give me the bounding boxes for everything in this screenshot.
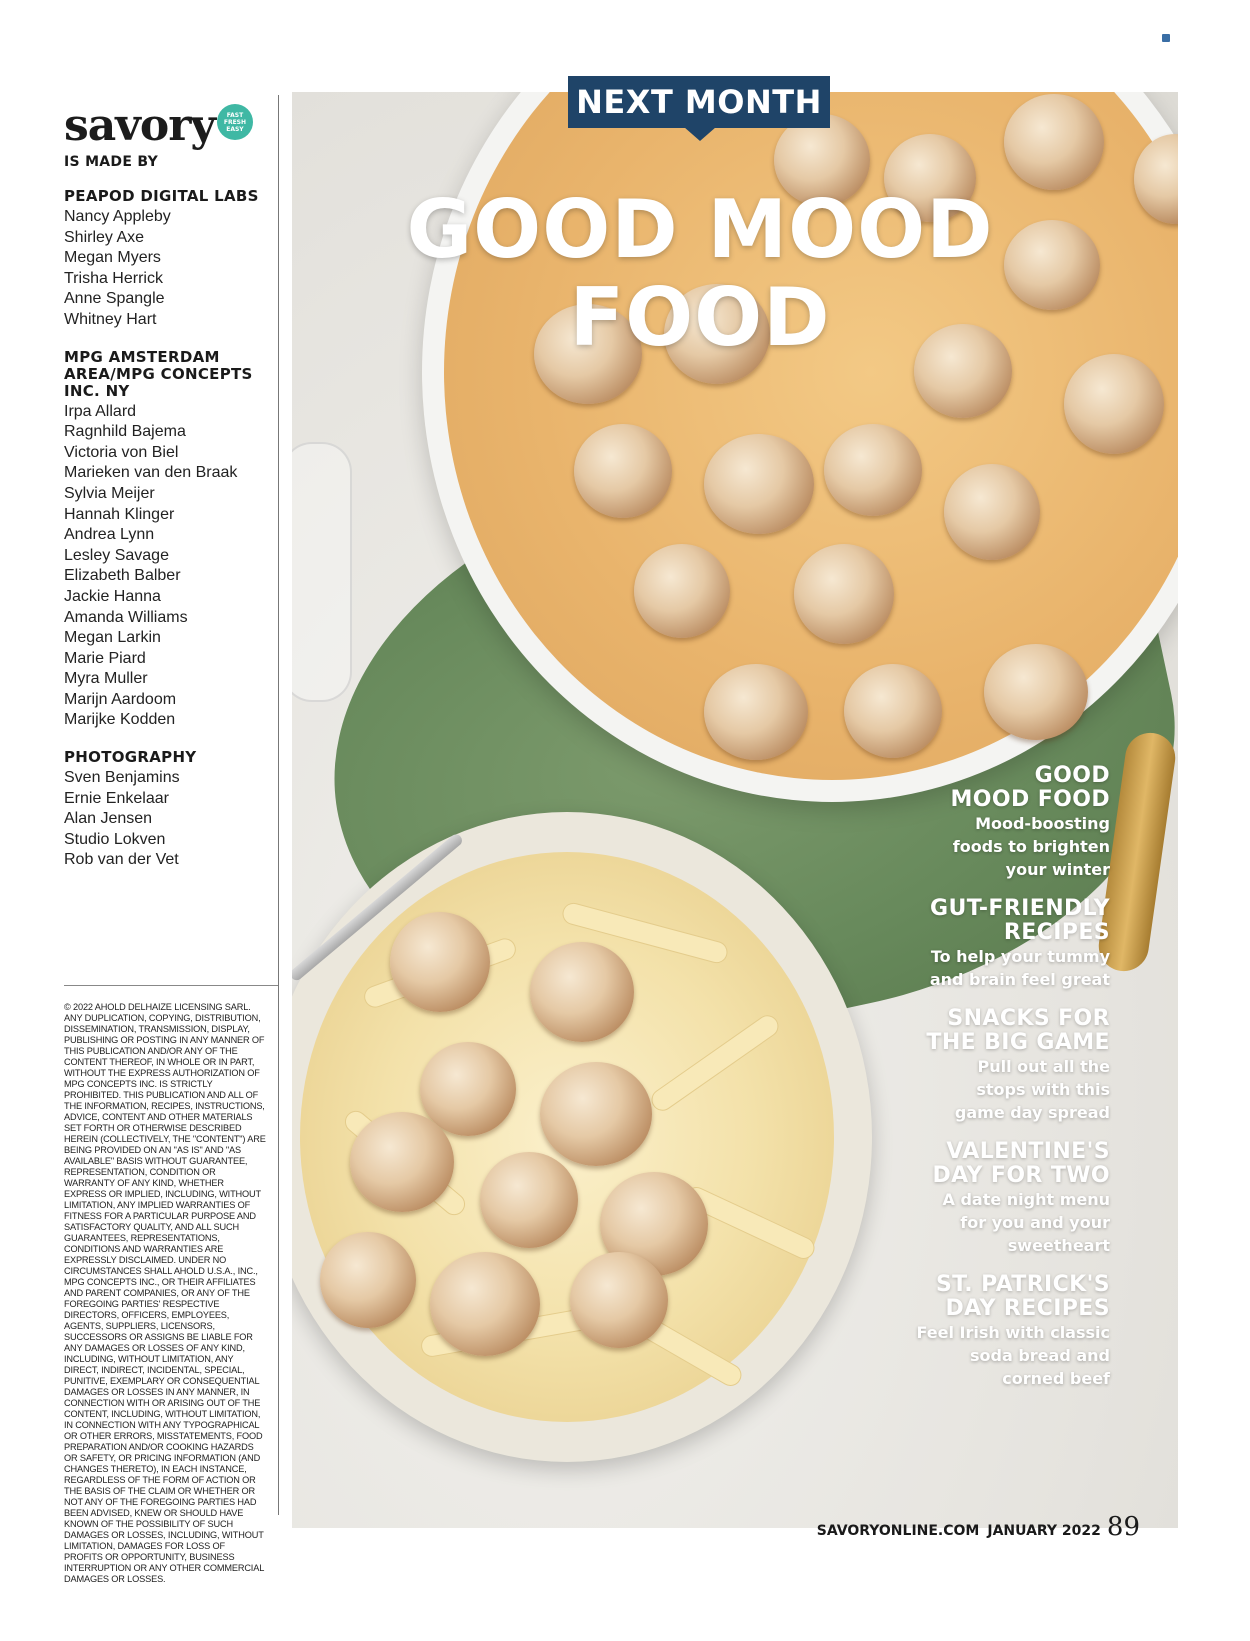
meatball xyxy=(944,464,1040,560)
credit-name: Hannah Klinger xyxy=(64,505,175,523)
footer-issue-date: JANUARY 2022 xyxy=(987,1523,1101,1539)
meatball xyxy=(574,424,672,518)
credit-name: Marie Piard xyxy=(64,649,146,667)
credit-name: Marieken van den Braak xyxy=(64,464,238,482)
meatball xyxy=(1064,354,1164,454)
credit-name: Shirley Axe xyxy=(64,228,145,246)
credit-name: Marijke Kodden xyxy=(64,711,176,729)
badge-line: EASY xyxy=(226,125,244,133)
corner-mark-icon xyxy=(1162,34,1170,42)
feature-title: GUT-FRIENDLY RECIPES xyxy=(929,896,1110,945)
feature-item xyxy=(780,897,1110,991)
page-number: 89 xyxy=(1106,1512,1140,1542)
legal-disclaimer: © 2022 AHOLD DELHAIZE LICENSING SARL. ANY DUPLICATION, COPYING, DISTRIBUTION, DISSEMINATION, TRANSMISSION, DISPLAY, PUBLISHING OR POSTING IN ANY MANNER OF THIS PUBLICATION AND/OR ANY OF THE CONTENT THEREOF, IN WHOLE OR IN PART, WITHOUT THE EXPRESS AUTHORIZATION OF MPG CONCEPTS INC. IS STRICTLY PROHIBITED. THIS PUBLICATION AND ALL OF THE INFORMATION, RECIPES, INSTRUCTIONS, ADVICE, CONTENT AND OTHER MATERIALS SET FORTH OR OTHERWISE DESCRIBED HEREIN (COLLECTIVELY, THE "CONTENT") ARE BEING PROVIDED ON AN "AS IS" AND "AS AVAILABLE" BASIS WITHOUT GUARANTEE, REPRESENTATION, CONDITION OR WARRANTY OF ANY KIND, WHETHER EXPRESS OR IMPLIED, INCLUDING, WITHOUT LIMITATION, ANY IMPLIED WARRANTIES OF FITNESS FOR A PARTICULAR PURPOSE AND SATISFACTORY QUALITY, AND ALL SUCH GUARANTEES, REPRESENTATIONS, CONDITIONS AND WARRANTIES ARE EXPRESSLY DISCLAIMED. UNDER NO CIRCUMSTANCES SHALL AHOLD U.S.A., INC., MPG CONCEPTS INC., OR THEIR AFFILIATES AND PARENT COMPANIES, OR ANY OF THE FOREGOING PARTIES' RESPECTIVE DIRECTORS, OFFICERS, EMPLOYEES, AGENTS, SUPPLIERS, LICENSORS, SUCCESSORS OR ASSIGNS BE LIABLE FOR ANY DAMAGES OR LOSSES OF ANY KIND, INCLUDING, WITHOUT LIMITATION, ANY DIRECT, INDIRECT, INCIDENTAL, SPECIAL, PUNITIVE, EXEMPLARY OR CONSEQUENTIAL DAMAGES OR LOSSES IN ANY MANNER, IN CONNECTION WITH OR ARISING OUT OF THE CONTENT, INCLUDING, WITHOUT LIMITATION, IN CONNECTION WITH ANY TYPOGRAPHICAL OR OTHER ERRORS, MISSTATEMENTS, FOOD PREPARATION AND/OR COOKING HAZARDS OR SAFETY, OR PRICING INFORMATION (AND CHANGES THERETO), IN EACH INSTANCE, REGARDLESS OF THE FORM OF ACTION OR THE BASIS OF THE CLAIM OR WHETHER OR NOT ANY OF THE FOREGOING PARTIES HAD BEEN ADVISED, KNEW OR SHOULD HAVE KNOWN OF THE POSSIBILITY OF SUCH DAMAGES OR LOSSES, INCLUDING, WITHOUT LIMITATION, DAMAGES FOR LOSS OF PROFITS OR OPPORTUNITY, BUSINESS INTERRUPTION OR ANY OTHER COMMERCIAL DAMAGES OR LOSSES. xyxy=(64,1002,266,1585)
meatball xyxy=(704,434,814,534)
credit-name: Alan Jensen xyxy=(64,810,153,828)
credit-name: Nancy Appleby xyxy=(64,208,171,225)
feature-title: GOOD MOOD FOOD xyxy=(950,763,1110,812)
meatball xyxy=(794,544,894,644)
meatball xyxy=(540,1062,652,1166)
credit-name: Sven Benjamins xyxy=(64,769,180,787)
credit-name: Megan Myers xyxy=(64,249,161,267)
page-footer xyxy=(817,1512,1140,1542)
meatball xyxy=(1134,134,1178,224)
logo-wordmark: savory xyxy=(64,100,215,151)
feature-title: SNACKS FOR THE BIG GAME xyxy=(926,1006,1110,1055)
badge-line: FRESH xyxy=(223,118,247,126)
credit-name: Marijn Aardoom xyxy=(64,690,177,708)
footer-website[interactable]: SAVORYONLINE.COM xyxy=(816,1523,980,1539)
legal-divider xyxy=(64,985,278,986)
credit-name: Irpa Allard xyxy=(64,402,137,420)
credit-name: Jackie Hanna xyxy=(64,587,161,605)
feature-title: VALENTINE'S DAY FOR TWO xyxy=(932,1139,1110,1188)
credit-name: Andrea Lynn xyxy=(64,526,155,544)
credit-name: Whitney Hart xyxy=(64,310,157,328)
feature-title: ST. PATRICK'S DAY RECIPES xyxy=(935,1272,1110,1321)
feature-description: A date night menu for you and your sweetheart xyxy=(942,1190,1110,1255)
banner-pointer xyxy=(684,127,716,141)
feature-headline: GOOD MOOD FOOD xyxy=(406,183,994,364)
credit-name: Studio Lokven xyxy=(64,830,166,848)
logo-badge xyxy=(217,104,253,140)
credit-group-heading: PHOTOGRAPHY xyxy=(64,748,197,767)
feature-item xyxy=(780,764,1110,881)
feature-description: To help your tummy and brain feel great xyxy=(929,947,1110,989)
meatball xyxy=(634,544,730,638)
feature-description: Pull out all the stops with this game day spread xyxy=(954,1057,1110,1122)
credit-name: Rob van der Vet xyxy=(64,851,179,869)
next-month-label: NEXT MONTH xyxy=(576,83,822,121)
credit-group-heading: MPG AMSTERDAM AREA/MPG CONCEPTS INC. NY xyxy=(64,347,253,400)
column-divider xyxy=(278,95,279,1515)
credit-name: Ragnhild Bajema xyxy=(64,423,186,441)
feature-item xyxy=(780,1140,1110,1257)
credit-name: Sylvia Meijer xyxy=(64,484,155,502)
next-month-banner xyxy=(568,76,830,128)
credit-group-heading: PEAPOD DIGITAL LABS xyxy=(64,187,259,205)
masthead-credits xyxy=(64,100,274,1585)
meatball xyxy=(570,1252,668,1348)
credit-name: Anne Spangle xyxy=(64,290,165,308)
credit-name: Amanda Williams xyxy=(64,608,188,626)
credit-name: Megan Larkin xyxy=(64,629,161,647)
meatball xyxy=(844,664,942,758)
feature-item xyxy=(780,1007,1110,1124)
meatball xyxy=(1004,94,1104,190)
credit-name: Elizabeth Balber xyxy=(64,567,181,585)
feature-item xyxy=(780,1273,1110,1390)
credit-name: Lesley Savage xyxy=(64,546,169,564)
meatball xyxy=(530,942,634,1042)
meatball xyxy=(1004,220,1100,310)
next-month-features xyxy=(780,764,1110,1406)
meatball xyxy=(390,912,490,1012)
meatball xyxy=(320,1232,416,1328)
feature-description: Feel Irish with classic soda bread and corned beef xyxy=(916,1323,1110,1388)
noodle xyxy=(647,1011,782,1115)
meatball xyxy=(704,664,808,760)
credit-name: Myra Muller xyxy=(64,670,148,688)
credit-name: Ernie Enkelaar xyxy=(64,789,169,807)
meatball xyxy=(350,1112,454,1212)
meatball xyxy=(984,644,1088,740)
egg-noodles xyxy=(300,852,834,1422)
feature-description: Mood-boosting foods to brighten your winter xyxy=(952,814,1110,879)
made-by-label: IS MADE BY xyxy=(64,154,159,170)
water-glass xyxy=(292,442,352,702)
credit-name: Victoria von Biel xyxy=(64,443,179,461)
meatball xyxy=(480,1152,578,1248)
savory-logo xyxy=(64,100,274,152)
credit-name: Trisha Herrick xyxy=(64,269,163,287)
meatball xyxy=(430,1252,540,1356)
badge-line: FAST xyxy=(226,111,244,119)
meatball xyxy=(824,424,922,516)
